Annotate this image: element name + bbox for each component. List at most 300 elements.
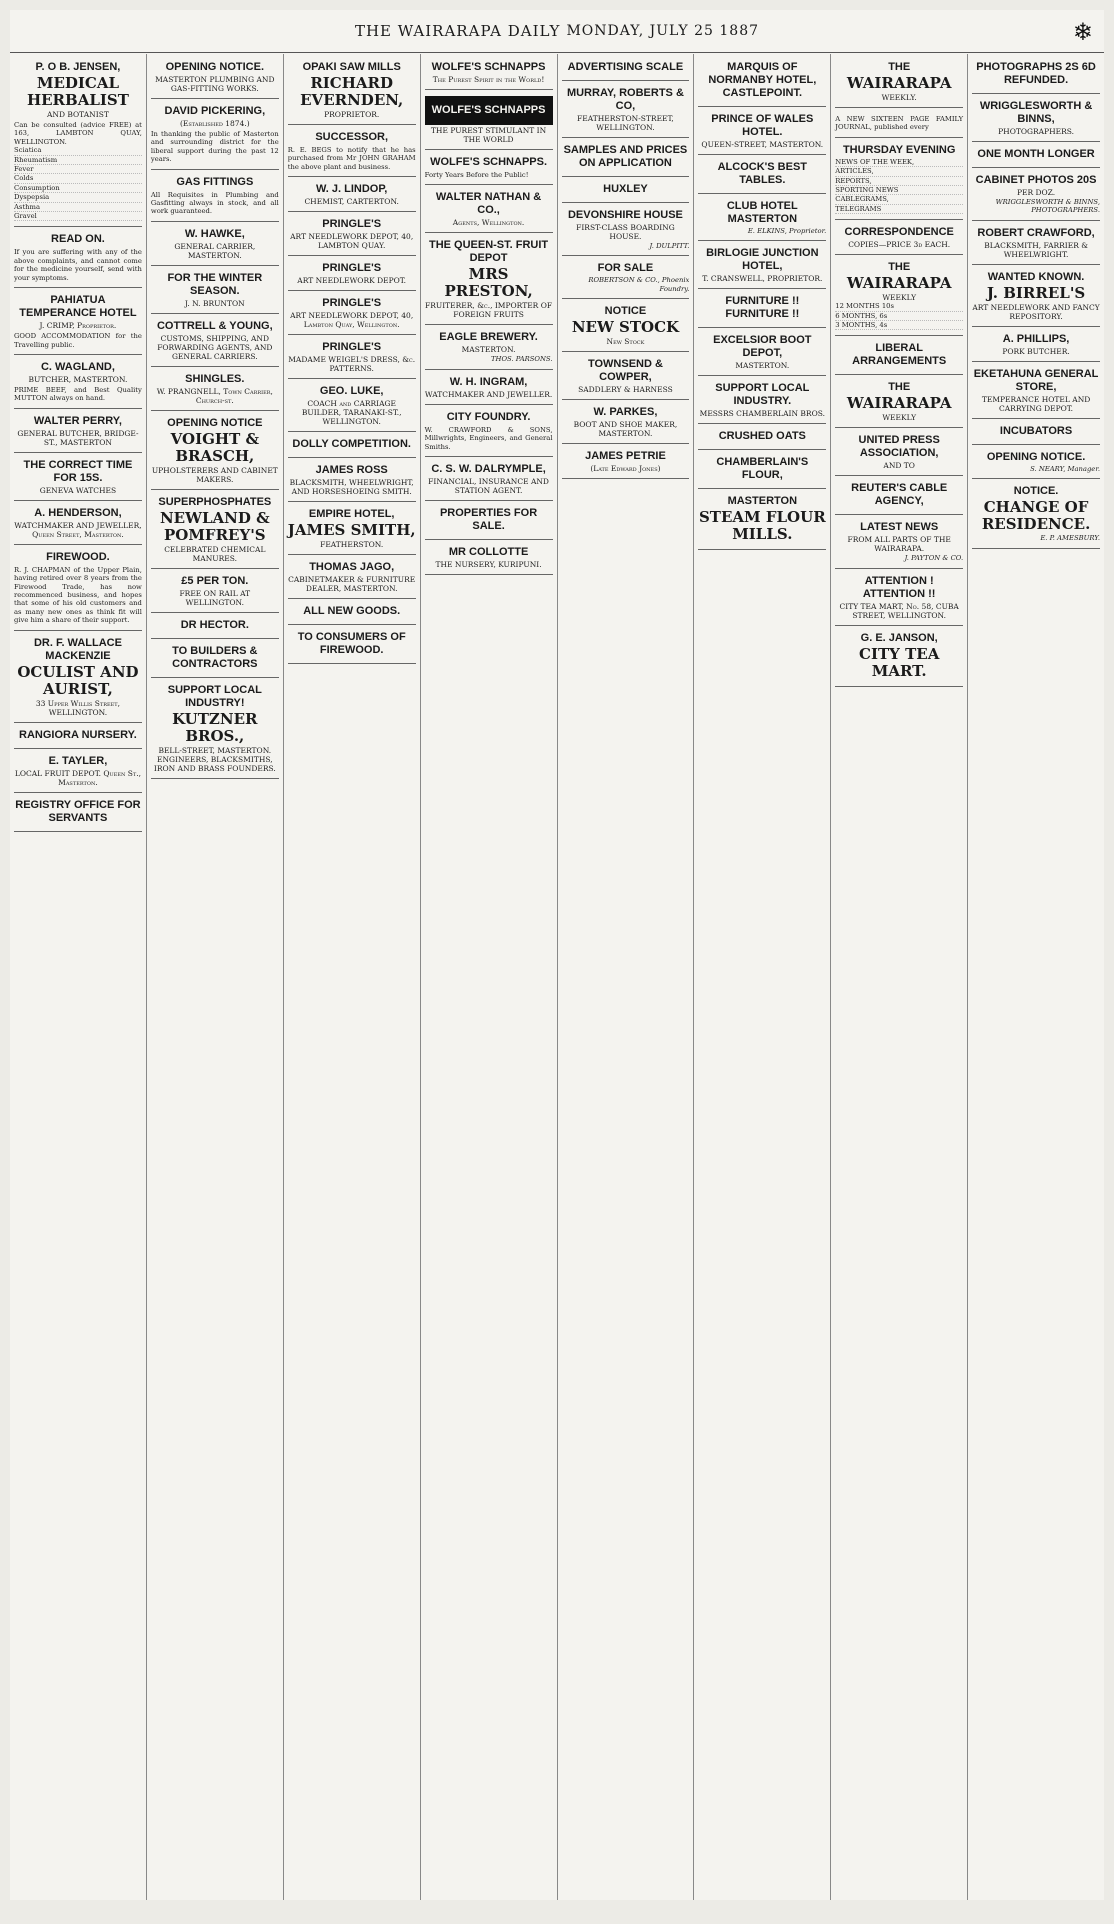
ad-list-item: Dyspepsia <box>14 193 142 202</box>
ad-heading: £5 PER TON. <box>181 574 249 587</box>
advertisement <box>14 751 142 793</box>
ad-heading: ADVERTISING SCALE <box>567 61 684 73</box>
ad-heading: THE CORRECT TIME FOR 15S. <box>23 458 133 484</box>
ad-heading: CABINET PHOTOS 20S <box>975 174 1097 186</box>
ad-subheading: FIRST-CLASS BOARDING HOUSE. <box>576 223 675 241</box>
ad-subheading: THE PUREST STIMULANT IN THE WORLD <box>430 126 547 144</box>
ad-heading: OPENING NOTICE <box>167 416 263 429</box>
ad-heading: READ ON. <box>51 233 105 246</box>
ad-heading: WOLFE'S SCHNAPPS <box>431 61 546 73</box>
ad-heading: SUCCESSOR, <box>315 131 389 143</box>
advertisement <box>14 455 142 501</box>
ad-heading: GEO. LUKE, <box>319 385 384 398</box>
advertisement <box>698 330 826 376</box>
ad-heading: WOLFE'S SCHNAPPS <box>425 96 553 125</box>
ad-signature: S. NEARY, Manager. <box>1030 464 1100 473</box>
ad-subheading: CHEMIST, CARTERTON. <box>304 197 399 207</box>
advertisement <box>425 92 553 150</box>
ad-subheading: AND TO <box>883 461 915 471</box>
ad-heading: EMPIRE HOTEL, <box>308 508 395 521</box>
ad-headline: WAIRARAPA <box>846 394 952 413</box>
ad-list <box>835 158 963 214</box>
ad-subheading: SADDLERY & HARNESS <box>578 385 673 395</box>
ad-subheading: GENERAL BUTCHER, BRIDGE-ST., MASTERTON <box>17 428 139 447</box>
ad-heading: P. O B. JENSEN, <box>35 61 121 73</box>
ad-heading: NOTICE <box>604 305 647 318</box>
advertisement <box>562 301 690 352</box>
ad-subheading: PORK BUTCHER. <box>1002 346 1070 356</box>
ad-subheading: The Purest Spirit in the World! <box>432 75 545 84</box>
advertisement <box>698 57 826 107</box>
ad-body: W. CRAWFORD & SONS, Millwrights, Engineers, and General Smiths. <box>424 425 553 451</box>
advertisement <box>698 426 826 450</box>
ad-subheading: PHOTOGRAPHERS. <box>998 127 1075 136</box>
ad-heading: ROBERT CRAWFORD, <box>977 226 1095 239</box>
ad-list-item: REPORTS, <box>835 177 963 186</box>
advertisement <box>562 402 690 444</box>
ad-heading: OPENING NOTICE. <box>986 450 1086 463</box>
ad-subheading: BLACKSMITH, WHEELWRIGHT, AND HORSESHOEING SMITH. <box>289 478 414 497</box>
ad-subheading: MADAME WEIGEL'S DRESS, &c. PATTERNS. <box>288 355 416 374</box>
ad-body: PRIME BEEF, and Best Quality MUTTON always on hand. <box>14 385 142 403</box>
ad-heading: ALL NEW GOODS. <box>303 605 401 618</box>
ad-signature: ROBERTSON & CO., Phoenix Foundry. <box>588 276 690 293</box>
advertisement <box>288 293 416 335</box>
advertisement <box>425 407 553 457</box>
advertisement <box>562 57 690 81</box>
advertisement <box>562 205 690 256</box>
ad-body: Forty Years Before the Public! <box>424 171 529 179</box>
ad-list-item: 6 MONTHS, 6s <box>835 312 963 321</box>
ad-heading: FOR SALE <box>597 262 654 275</box>
advertisement <box>425 235 553 325</box>
ad-subheading: New Stock <box>606 337 645 347</box>
ad-subheading: UPHOLSTERERS AND CABINET MAKERS. <box>151 465 278 484</box>
advertisement <box>151 641 279 678</box>
advertisement <box>14 795 142 832</box>
ad-heading: SHINGLES. <box>185 372 245 385</box>
advertisement <box>835 222 963 255</box>
ad-list <box>835 302 963 330</box>
advertisement <box>425 542 553 575</box>
advertisement <box>698 196 826 241</box>
ad-signature: J. DULPITT. <box>649 242 690 250</box>
advertisement <box>151 369 279 411</box>
ad-heading: SAMPLES AND PRICES ON APPLICATION <box>563 144 688 169</box>
ad-heading: HUXLEY <box>603 183 648 195</box>
advertisement <box>972 267 1100 327</box>
advertisement <box>14 547 142 631</box>
ad-subheading: WEEKLY. <box>881 93 917 102</box>
advertisement <box>972 447 1100 479</box>
ad-heading: MR COLLOTTE <box>448 546 529 559</box>
ad-heading: NOTICE. <box>1013 485 1059 498</box>
ad-subheading: BUTCHER, MASTERTON. <box>28 374 128 384</box>
column-7 <box>831 54 968 1900</box>
ad-subheading: CABINETMAKER & FURNITURE DEALER, MASTERTON. <box>288 575 416 594</box>
advertisement <box>562 354 690 400</box>
ad-body: All Requisites in Plumbing and Gasfitting always in stock, and all work guaranteed. <box>150 190 279 216</box>
ad-heading: ONE MONTH LONGER <box>977 148 1095 160</box>
advertisement <box>288 179 416 212</box>
advertisement <box>288 127 416 177</box>
ad-subheading: PROPRIETOR. <box>324 110 380 119</box>
ad-headline: MRS PRESTON, <box>444 265 533 301</box>
advertisement <box>151 316 279 367</box>
ad-subheading: T. CRANSWELL, PROPRIETOR. <box>702 274 823 284</box>
advertisement <box>288 601 416 625</box>
advertisement <box>972 481 1100 548</box>
ad-heading: MARQUIS OF NORMANBY HOTEL, CASTLEPOINT. <box>708 61 817 99</box>
ad-subheading: GENEVA WATCHES <box>39 485 117 495</box>
ad-heading: WALTER PERRY, <box>33 414 122 427</box>
ad-heading: PROPERTIES FOR SALE. <box>439 507 538 533</box>
advertisement <box>698 452 826 489</box>
advertisement <box>14 57 142 227</box>
ad-subheading: ART NEEDLEWORK DEPOT, 40, LAMBTON QUAY. <box>290 232 414 251</box>
ad-subheading: ART NEEDLEWORK DEPOT, 40, Lambton Quay, Wellington. <box>290 311 414 330</box>
ad-subheading: THE NURSERY, KURIPUNI. <box>435 560 542 570</box>
ad-subheading: FEATHERSTON. <box>320 540 384 550</box>
advertisement <box>151 492 279 569</box>
ad-signature: E. ELKINS, Proprietor. <box>747 227 827 235</box>
advertisement <box>835 628 963 687</box>
ad-heading: W. PARKES, <box>593 406 658 419</box>
advertisement <box>288 57 416 125</box>
ad-heading: THE QUEEN-ST. FRUIT DEPOT <box>428 239 549 265</box>
ad-heading: PRINGLE'S <box>322 262 382 275</box>
ad-subheading: BOOT AND SHOE MAKER, MASTERTON. <box>573 420 678 439</box>
ad-heading: THE <box>888 61 911 73</box>
advertisement <box>14 503 142 545</box>
ad-heading: FIREWOOD. <box>46 550 110 563</box>
ad-list-item: Consumption <box>14 184 142 193</box>
ad-list-item: TELEGRAMS <box>835 205 963 214</box>
ad-subheading: WATCHMAKER AND JEWELLER. <box>424 389 553 399</box>
advertisement <box>425 187 553 233</box>
ad-heading: THOMAS JAGO, <box>309 561 395 574</box>
newspaper-page <box>10 10 1104 1900</box>
advertisement <box>972 170 1100 221</box>
advertisement <box>835 571 963 626</box>
ad-subheading: Agents, Wellington. <box>452 218 525 228</box>
ad-body: R. J. CHAPMAN of the Upper Plain, having retired over 8 years from the Firewood Trade, has now recommenced business, and hopes that some of his old customers and as many new ones as think fit will give him a share of their support. <box>14 565 142 625</box>
ad-subheading: MASTERTON. <box>735 361 790 371</box>
advertisement <box>835 430 963 476</box>
ad-signature: WRIGGLESWORTH & BINNS, PHOTOGRAPHERS. <box>995 198 1100 215</box>
advertisement <box>698 243 826 289</box>
ad-subheading: WEEKLY <box>882 413 917 423</box>
ad-heading: CHAMBERLAIN'S FLOUR, <box>716 456 809 482</box>
advertisement <box>698 291 826 328</box>
ad-heading: DR. F. WALLACE MACKENZIE <box>33 636 122 662</box>
ad-subheading: FREE ON RAIL AT WELLINGTON. <box>179 588 251 607</box>
ad-heading: OPAKI SAW MILLS <box>302 61 401 73</box>
ad-heading: COTTRELL & YOUNG, <box>156 319 273 332</box>
ad-heading: ATTENTION ! ATTENTION !! <box>862 574 936 600</box>
advertisement <box>14 633 142 723</box>
ad-headline: CITY TEA MART. <box>859 644 940 680</box>
ad-headline: CHANGE OF RESIDENCE. <box>981 498 1091 534</box>
ad-heading: WRIGGLESWORTH & BINNS, <box>979 100 1093 125</box>
ad-list-item: Gravel <box>14 212 142 221</box>
masthead <box>10 10 1104 53</box>
ad-subheading: CELEBRATED CHEMICAL MANURES. <box>164 544 266 563</box>
ad-heading: E. TAYLER, <box>48 754 108 767</box>
advertisement <box>288 337 416 379</box>
ad-heading: FOR THE WINTER SEASON. <box>167 271 263 297</box>
advertisement <box>288 627 416 664</box>
ad-heading: A. HENDERSON, <box>34 506 122 519</box>
ad-heading: REUTER'S CABLE AGENCY, <box>851 482 948 508</box>
ad-subheading: BELL-STREET, MASTERTON. ENGINEERS, BLACKSMITHS, IRON AND BRASS FOUNDERS. <box>153 745 276 773</box>
ad-heading: LIBERAL ARRANGEMENTS <box>852 342 947 368</box>
ad-subheading: FRUITERER, &c., IMPORTER OF FOREIGN FRUITS <box>425 301 553 320</box>
ad-heading: WANTED KNOWN. <box>987 270 1085 283</box>
ad-heading: MURRAY, ROBERTS & CO, <box>566 87 684 112</box>
advertisement <box>562 446 690 479</box>
ad-heading: BIRLOGIE JUNCTION HOTEL, <box>706 247 819 273</box>
ad-heading: JAMES PETRIE <box>585 450 666 463</box>
ad-list-item: Colds <box>14 174 142 183</box>
ad-heading: REGISTRY OFFICE FOR SERVANTS <box>15 798 141 824</box>
ad-subheading: AND BOTANIST <box>47 110 109 119</box>
ad-subheading: BLACKSMITH, FARRIER & WHEELWRIGHT. <box>984 240 1088 259</box>
advertisement <box>14 229 142 288</box>
ad-heading: EXCELSIOR BOOT DEPOT, <box>713 334 812 360</box>
ad-subheading: 33 Upper Willis Street, WELLINGTON. <box>35 698 120 717</box>
advertisement <box>835 140 963 220</box>
advertisement <box>972 144 1100 168</box>
advertisement <box>151 571 279 613</box>
ad-list-item: CABLEGRAMS, <box>835 195 963 204</box>
ad-body: Can be consulted (advice FREE) at 163, LAMBTON QUAY, WELLINGTON. <box>14 121 142 146</box>
ad-body: If you are suffering with any of the above complaints, and cannot come for the medicine yourself, send with your symptoms. <box>14 248 142 282</box>
ad-list-item: 12 MONTHS 10s <box>835 302 963 311</box>
ad-heading: CITY FOUNDRY. <box>446 410 531 423</box>
ad-heading: DR HECTOR. <box>180 618 249 631</box>
advertisement <box>425 57 553 90</box>
ad-subheading: J. N. BRUNTON <box>184 298 245 308</box>
advertisement <box>835 338 963 375</box>
ad-subheading: (Established 1874.) <box>179 119 250 128</box>
advertisement <box>425 152 553 185</box>
advertisement <box>288 381 416 432</box>
ad-headline: WAIRARAPA <box>846 74 952 92</box>
column-1 <box>10 54 147 1900</box>
ad-heading: SUPPORT LOCAL INDUSTRY! <box>167 683 262 709</box>
ad-signature: THOS. PARSONS. <box>491 355 553 364</box>
ad-subheading: (Late Edward Jones) <box>590 464 661 474</box>
advertisement <box>698 378 826 424</box>
advertisement <box>288 504 416 555</box>
advertisement <box>972 364 1100 419</box>
ad-headline: KUTZNER BROS., <box>172 709 258 745</box>
ad-heading: EKETAHUNA GENERAL STORE, <box>973 367 1099 393</box>
ad-heading: C. S. W. DALRYMPLE, <box>431 463 546 476</box>
advertisement <box>151 224 279 266</box>
advertisement <box>14 725 142 749</box>
advertisement <box>288 434 416 458</box>
ad-heading: SUPPORT LOCAL INDUSTRY. <box>715 382 810 408</box>
ad-headline: NEWLAND & POMFREY'S <box>159 508 270 544</box>
ad-body: A NEW SIXTEEN PAGE FAMILY JOURNAL, published every <box>835 115 964 132</box>
advertisement <box>288 214 416 256</box>
advertisement <box>425 372 553 405</box>
ad-heading: JAMES ROSS <box>315 464 388 477</box>
ad-heading: PHOTOGRAPHS 2S 6D REFUNDED. <box>976 61 1096 86</box>
ad-signature: J. PAYTON & CO. <box>904 554 964 563</box>
ad-heading: WOLFE'S SCHNAPPS. <box>430 156 548 168</box>
ad-heading: W. J. LINDOP, <box>316 183 388 196</box>
ad-heading: INCUBATORS <box>999 424 1073 437</box>
ad-heading: PRINGLE'S <box>322 297 382 310</box>
ad-subheading: QUEEN-STREET, MASTERTON. <box>701 140 824 149</box>
advertisement <box>698 157 826 194</box>
advertisement <box>562 179 690 203</box>
advertisement <box>288 460 416 502</box>
ad-heading: SUPERPHOSPHATES <box>158 495 272 508</box>
advertisement <box>562 83 690 138</box>
ad-list-item: NEWS OF THE WEEK, <box>835 158 963 167</box>
advertisement <box>972 57 1100 94</box>
ad-list-item: Sciatica <box>14 146 142 155</box>
column-8 <box>968 54 1104 1900</box>
advertisement <box>425 503 553 540</box>
ad-list-item: ARTICLES, <box>835 167 963 176</box>
advertisement <box>151 268 279 314</box>
ad-heading: PAHIATUA TEMPERANCE HOTEL <box>19 294 137 320</box>
ad-heading: G. E. JANSON, <box>860 631 938 644</box>
advertisement <box>972 421 1100 445</box>
ad-headline: JAMES SMITH, <box>287 521 416 540</box>
ad-list-item: Asthma <box>14 203 142 212</box>
advertisement-columns <box>10 54 1104 1900</box>
ad-heading: WALTER NATHAN & CO., <box>435 191 542 217</box>
ad-list-item: Rheumatism <box>14 156 142 165</box>
column-2 <box>147 54 284 1900</box>
ad-subheading: ART NEEDLEWORK AND FANCY REPOSITORY. <box>972 302 1100 321</box>
ad-heading: ALCOCK'S BEST TABLES. <box>717 161 808 186</box>
ad-list-item: SPORTING NEWS <box>835 186 963 195</box>
ad-subheading: COACH and CARRIAGE BUILDER, TARANAKI-ST., WELLINGTON. <box>301 399 402 427</box>
advertisement <box>698 109 826 155</box>
advertisement <box>972 96 1100 142</box>
ad-heading: TO CONSUMERS OF FIREWOOD. <box>297 631 406 657</box>
advertisement <box>288 557 416 599</box>
ad-heading: GAS FITTINGS <box>176 175 254 188</box>
advertisement <box>14 411 142 453</box>
newspaper-title: THE WAIRARAPA DAILY <box>354 22 561 40</box>
ad-headline: WAIRARAPA <box>846 274 952 293</box>
ad-heading: A. PHILLIPS, <box>1002 332 1070 345</box>
ad-heading: W. HAWKE, <box>184 227 245 240</box>
advertisement <box>835 377 963 428</box>
ad-heading: TOWNSEND & COWPER, <box>587 358 663 384</box>
ad-subheading: GENERAL CARRIER, MASTERTON. <box>174 241 256 260</box>
advertisement <box>14 357 142 409</box>
ad-heading: DOLLY COMPETITION. <box>292 438 411 451</box>
ad-heading: FURNITURE !! FURNITURE !! <box>725 295 800 321</box>
ad-subheading: J. CRIMP, Proprietor. <box>39 321 117 331</box>
ad-heading: MASTERTON <box>727 495 798 508</box>
ad-subheading: FINANCIAL, INSURANCE AND STATION AGENT. <box>428 477 549 496</box>
advertisement <box>972 223 1100 265</box>
ad-heading: CRUSHED OATS <box>718 430 806 443</box>
ad-heading: UNITED PRESS ASSOCIATION, <box>858 434 940 460</box>
ad-heading: DEVONSHIRE HOUSE <box>567 209 683 221</box>
ornament-icon: ❄ <box>1072 18 1094 46</box>
ad-heading: PRINGLE'S <box>322 341 382 354</box>
advertisement <box>151 172 279 222</box>
ad-heading: DAVID PICKERING, <box>164 105 266 117</box>
ad-headline: MEDICAL HERBALIST <box>26 74 129 109</box>
advertisement <box>562 258 690 299</box>
ad-headline: STEAM FLOUR MILLS. <box>698 508 826 544</box>
ad-heading: EAGLE BREWERY. <box>439 331 538 344</box>
ad-body: R. E. BEGS to notify that he has purchased from Mr JOHN GRAHAM the above plant and business. <box>287 146 416 171</box>
ad-body: In thanking the public of Masterton and surrounding district for the liberal support during the past 12 years. <box>150 130 279 164</box>
advertisement <box>835 57 963 108</box>
advertisement <box>425 327 553 369</box>
ad-heading: THURSDAY EVENING <box>842 143 956 156</box>
column-4 <box>421 54 558 1900</box>
issue-date: MONDAY, JULY 25 1887 <box>566 23 760 39</box>
ad-body: GOOD ACCOMMODATION for the Travelling public. <box>14 332 142 349</box>
ad-subheading: FEATHERSTON-STREET, WELLINGTON. <box>577 114 674 132</box>
column-6 <box>694 54 831 1900</box>
ad-heading: PRINCE OF WALES HOTEL. <box>711 113 814 138</box>
ad-heading: RANGIORA NURSERY. <box>19 728 137 741</box>
ad-heading: W. H. INGRAM, <box>449 375 528 388</box>
advertisement <box>288 258 416 291</box>
ad-subheading: TEMPERANCE HOTEL AND CARRYING DEPOT. <box>981 394 1091 413</box>
ad-subheading: MASTERTON PLUMBING AND GAS-FITTING WORKS. <box>155 75 275 93</box>
ad-subheading: LOCAL FRUIT DEPOT. Queen St., Masterton. <box>14 768 142 787</box>
ad-subheading: PER DOZ. <box>1016 188 1056 197</box>
ad-heading: THE <box>888 381 911 394</box>
advertisement <box>151 680 279 779</box>
ad-subheading: CITY TEA MART, No. 58, CUBA STREET, WELLINGTON. <box>839 601 959 620</box>
advertisement <box>835 257 963 336</box>
column-5 <box>558 54 695 1900</box>
ad-heading: TO BUILDERS & CONTRACTORS <box>172 644 258 670</box>
ad-heading: CLUB HOTEL MASTERTON <box>726 200 798 225</box>
column-3 <box>284 54 421 1900</box>
advertisement <box>151 615 279 639</box>
ad-headline: OCULIST AND AURIST, <box>17 662 139 698</box>
advertisement <box>151 413 279 490</box>
ad-heading: C. WAGLAND, <box>40 360 115 373</box>
advertisement <box>151 57 279 99</box>
advertisement <box>698 491 826 550</box>
ad-heading: THE <box>888 261 911 274</box>
ad-headline: NEW STOCK <box>571 318 680 337</box>
advertisement <box>972 329 1100 362</box>
ad-heading: LATEST NEWS <box>860 521 939 534</box>
ad-subheading: CUSTOMS, SHIPPING, AND FORWARDING AGENTS, AND GENERAL CARRIERS. <box>157 333 273 361</box>
ad-headline: J. BIRREL'S <box>986 283 1086 302</box>
ad-subheading: W. PRANGNELL, Town Carrier, Church-st. <box>156 386 273 405</box>
ad-heading: CORRESPONDENCE <box>844 226 954 239</box>
ad-subheading: WATCHMAKER AND JEWELLER, Queen Street, Masterton. <box>14 520 142 539</box>
ad-list-item: Fever <box>14 165 142 174</box>
ad-headline: RICHARD EVERNDEN, <box>300 74 404 109</box>
ad-headline: VOIGHT & BRASCH, <box>170 429 259 465</box>
ad-heading: OPENING NOTICE. <box>165 61 265 73</box>
ad-list-item: 3 MONTHS, 4s <box>835 321 963 330</box>
advertisement <box>425 459 553 501</box>
